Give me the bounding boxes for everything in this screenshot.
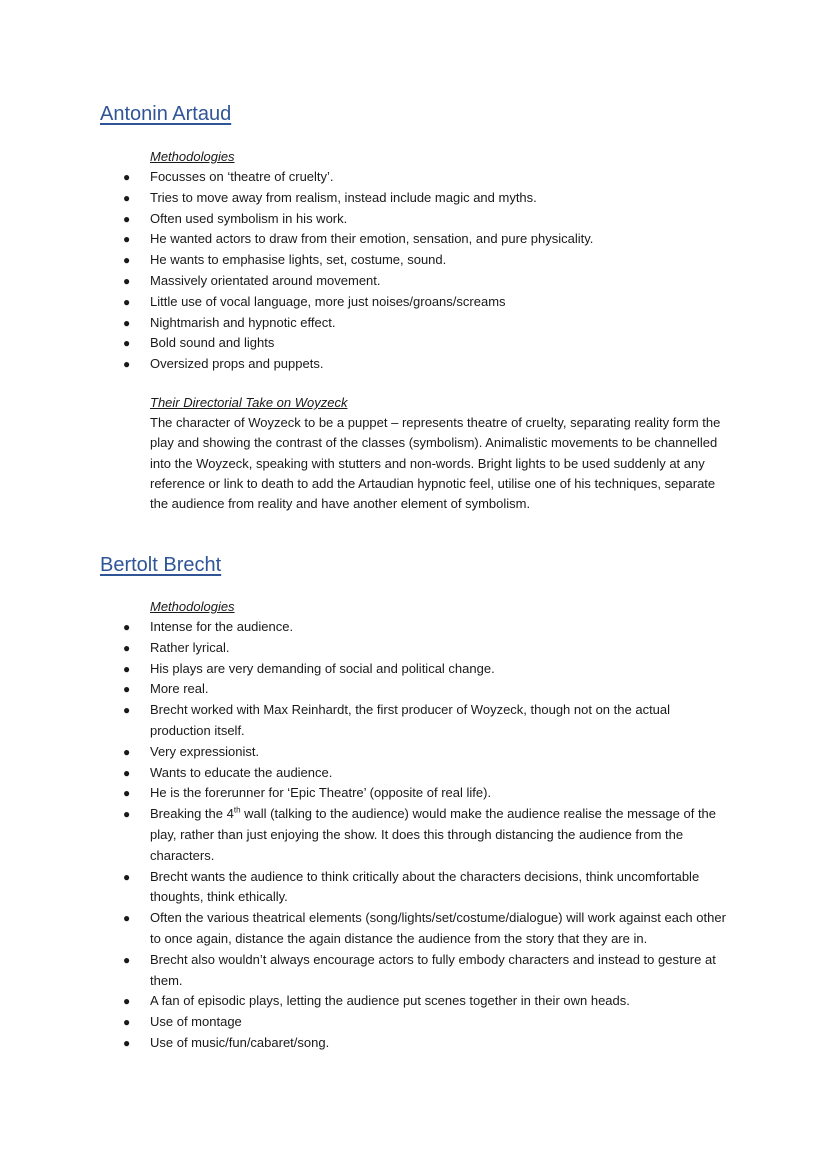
list-item: ● Use of montage bbox=[0, 1012, 740, 1033]
subheading-directorial-take: Their Directorial Take on Woyzeck bbox=[150, 395, 348, 410]
list-item: ● Massively orientated around movement. bbox=[0, 271, 740, 292]
fourth-wall-text: Breaking the 4th wall (talking to the audience) would make the audience realise the message of the play, rather than just enjoying the show. It does this through distancing the audience from the characters. bbox=[150, 805, 717, 863]
bullet-icon: ● bbox=[123, 682, 131, 697]
brecht-methodologies-list bbox=[0, 617, 740, 1054]
list-item: ● He is the forerunner for ‘Epic Theatre’ (opposite of real life). bbox=[0, 783, 740, 804]
list-item: ● Rather lyrical. bbox=[0, 638, 740, 659]
bullet-icon: ● bbox=[123, 952, 131, 967]
bullet-icon: ● bbox=[123, 620, 131, 634]
subheading-methodologies-artaud: Methodologies bbox=[150, 149, 235, 164]
list-item: ● Often used symbolism in his work. bbox=[0, 209, 740, 230]
bullet-icon: ● bbox=[123, 786, 131, 801]
list-item: ● Use of music/fun/cabaret/song. bbox=[0, 1033, 740, 1054]
bullet-icon: ● bbox=[123, 294, 131, 309]
bullet-icon: ● bbox=[123, 869, 131, 884]
list-item: ● Intense for the audience. bbox=[0, 617, 740, 638]
list-item: ● Brecht worked with Max Reinhardt, the first producer of Woyzeck, though not on the actual production itself. bbox=[123, 702, 671, 738]
bullet-icon: ● bbox=[123, 911, 131, 926]
list-item: ● Tries to move away from realism, instead include magic and myths. bbox=[0, 188, 740, 209]
bullet-icon: ● bbox=[123, 1035, 131, 1050]
list-item: ● He wanted actors to draw from their emotion, sensation, and pure physicality. bbox=[0, 229, 740, 250]
bullet-icon: ● bbox=[123, 765, 131, 780]
heading-antonin-artaud: Antonin Artaud bbox=[100, 103, 232, 125]
list-item: ● Focusses on ‘theatre of cruelty’. bbox=[0, 167, 740, 188]
list-item bbox=[0, 804, 740, 866]
bullet-icon: ● bbox=[123, 253, 131, 268]
subheading-methodologies-brecht: Methodologies bbox=[150, 599, 235, 614]
bullet-icon: ● bbox=[123, 1015, 131, 1030]
bullet-icon: ● bbox=[123, 232, 131, 247]
bullet-icon: ● bbox=[123, 744, 131, 759]
list-item: ● Little use of vocal language, more just noises/groans/screams bbox=[0, 292, 740, 313]
list-item: ● Brecht wants the audience to think critically about the characters decisions, think uncomfortable thoughts, think ethically. bbox=[123, 868, 700, 905]
bullet-icon: ● bbox=[123, 661, 131, 676]
bullet-icon: ● bbox=[123, 273, 131, 288]
list-item: ● Oversized props and puppets. bbox=[0, 354, 740, 375]
bullet-icon: ● bbox=[123, 190, 131, 205]
bullet-icon: ● bbox=[123, 170, 131, 184]
artaud-methodologies-list bbox=[0, 167, 740, 375]
list-item: ● He wants to emphasise lights, set, costume, sound. bbox=[0, 250, 740, 271]
list-item: ● His plays are very demanding of social and political change. bbox=[0, 659, 740, 680]
bullet-icon: ● bbox=[123, 640, 131, 655]
list-item: ● Wants to educate the audience. bbox=[0, 763, 740, 784]
bullet-icon: ● bbox=[123, 807, 131, 822]
bullet-icon: ● bbox=[123, 315, 131, 330]
bullet-icon: ● bbox=[123, 336, 131, 351]
list-item: ● A fan of episodic plays, letting the audience put scenes together in their own heads. bbox=[0, 991, 740, 1012]
list-item: ● Very expressionist. bbox=[0, 742, 740, 763]
list-item: ● Nightmarish and hypnotic effect. bbox=[0, 313, 740, 334]
list-item: ● Often the various theatrical elements (song/lights/set/costume/dialogue) will work against each other to once again, distance the again distance the audience from the story that they are in. bbox=[123, 910, 726, 946]
bullet-icon: ● bbox=[123, 994, 131, 1009]
bullet-icon: ● bbox=[123, 703, 131, 718]
list-item: ● More real. bbox=[0, 679, 740, 700]
directorial-take-paragraph: The character of Woyzeck to be a puppet – represents theatre of cruelty, separating reality form the play and showing the contrast of the classes (symbolism). Animalistic movements to be channelled into the Woyzeck, speaking with stutters and non-words. Bright lights to be used suddenly at any reference or link to death to add the Artaudian hypnotic feel, utilise one of his techniques, separate the audience from reality and have another element of symbolism. bbox=[150, 415, 721, 512]
list-item: ● Brecht also wouldn’t always encourage actors to fully embody characters and instead to gesture at them. bbox=[123, 951, 716, 988]
list-item: ● Bold sound and lights bbox=[0, 333, 740, 354]
bullet-icon: ● bbox=[123, 357, 131, 372]
heading-bertolt-brecht: Bertolt Brecht bbox=[100, 554, 222, 576]
bullet-icon: ● bbox=[123, 211, 131, 226]
